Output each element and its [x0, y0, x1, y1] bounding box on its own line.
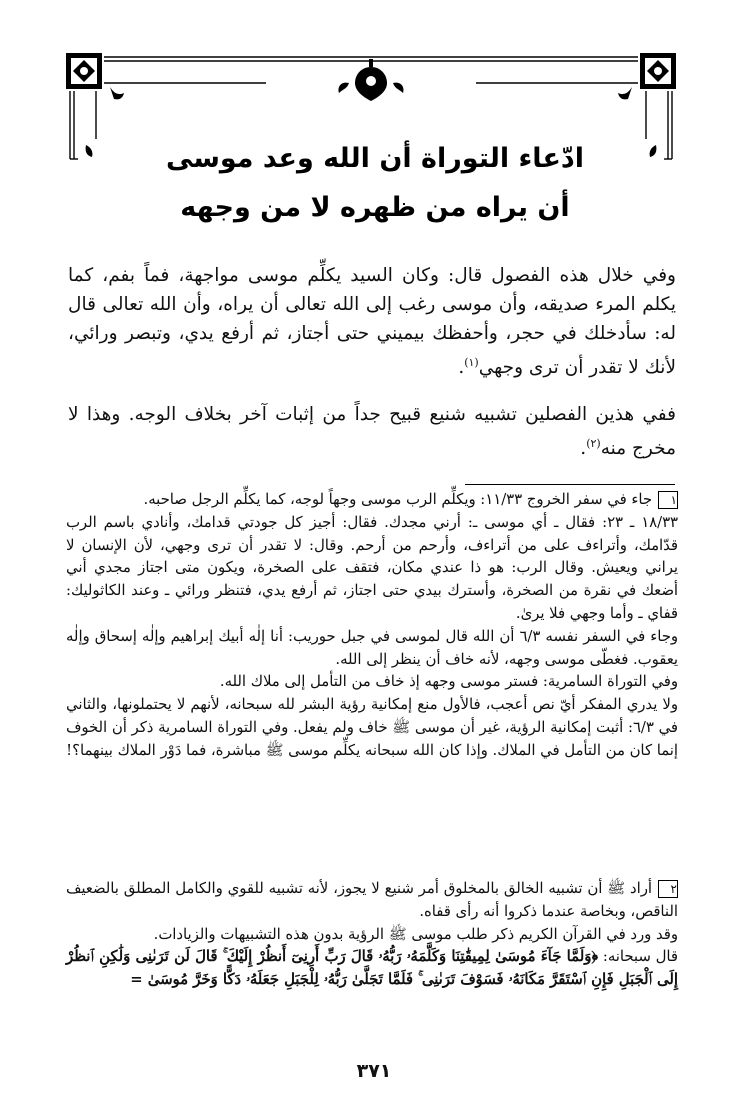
footnote-ref-1[interactable]: (١)	[464, 356, 479, 369]
quran-verse: ﴿وَلَمَّا جَآءَ مُوسَىٰ لِمِيقَٰتِنَا وَكَلَّمَهُۥ رَبُّهُۥ قَالَ رَبِّ أَرِنِىٓ أَنظُرْ إِلَيْكَ ۚ قَالَ لَن تَرَىٰنِى وَلَٰكِنِ ٱنظُرْ إِلَى ٱلْجَبَلِ فَإِنِ ٱسْتَقَرَّ مَكَانَهُۥ فَسَوْفَ تَرَىٰنِى ۚ فَلَمَّا تَجَلَّىٰ رَبُّهُۥ لِلْجَبَلِ جَعَلَهُۥ دَكًّا وَخَرَّ مُوسَىٰ =	[66, 948, 678, 989]
footnote-1	[66, 489, 678, 763]
footnote-text: ولا يدري المفكر أيّ نص أعجب، فالأول منع إمكانية رؤية البشر لله سبحانه، لأنهم لا يحتملونها، والثاني في ٦/٣: أثبت إمكانية الرؤية، غير أن موسى ﷺ خاف ولم يفعل. وفي التوراة السامرية ذكر أن الخوف إنما كان من التأمل في الملاك. وإذا كان الله سبحانه يكلِّم موسى ﷺ مباشرة، فما دَوْر الملاك بينهما؟!	[66, 696, 678, 759]
footnote-separator	[465, 484, 675, 485]
body-paragraph-1: وفي خلال هذه الفصول قال: وكان السيد يكلِّم موسى مواجهة، فماً بفم، كما يكلم المرء صديقه، وأن موسى رغب إلى الله تعالى أن يراه، وأن الله تعالى قال له: سأدخلك في حجر، وأحفظك بيميني حتى أجتاز، ثم أرفع يدي، وتبصر ورائي، لأنك لا تقدر أن ترى وجهي$^{(١)}$.	[68, 265, 676, 379]
footnote-number-1: ١	[658, 491, 678, 509]
footnote-text: جاء في سفر الخروج ١١/٣٣: ويكلِّم الرب موسى وجهاً لوجه، كما يكلِّم الرجل صاحبه.	[143, 491, 652, 508]
footnote-text: قال سبحانه:	[602, 948, 678, 966]
body-paragraph-2: ففي هذين الفصلين تشبيه شنيع قبيح جداً من إثبات آخر بخلاف الوجه. وهذا لا مخرج منه$^{(٢)}$.	[68, 404, 676, 460]
chapter-title-line-1: ادّعاء التوراة أن الله وعد موسى	[166, 143, 584, 174]
footnote-text: وفي التوراة السامرية: فستر موسى وجهه إذ خاف من التأمل إلى ملاك الله.	[219, 673, 678, 691]
chapter-title-line-2: أن يراه من ظهره لا من وجهه	[180, 192, 570, 223]
paragraph-text: ففي هذين الفصلين تشبيه شنيع قبيح جداً من إثبات آخر بخلاف الوجه. وهذا لا مخرج منه	[68, 404, 676, 460]
page-number: ٣٧١	[356, 1060, 392, 1082]
footnote-2	[66, 878, 678, 992]
footnote-text: ١٨/٣٣ ـ ٢٣: فقال ـ أي موسى ـ: أرني مجدك. فقال: أجيز كل جودتي قدامك، وأنادي باسم الرب قدّامك، وأتراءف على من أتراءف، وأرحم من أرحم. وقال: لا تقدر أن ترى وجهي، لأن الإنسان لا يراني ويعيش. وقال الرب: هو ذا عندي مكان، فتقف على الصخرة، ويكون متى اجتاز مجدي أني أضعك في نقرة من الصخرة، وأسترك بيدي حتى اجتاز، ثم أرفع يدي، فتنظر ورائي ـ وعند الكاثوليك: قفاي ـ وأما وجهي فلا يرىٰ.	[66, 513, 678, 622]
paragraph-text: وفي خلال هذه الفصول قال: وكان السيد يكلِّم موسى مواجهة، فماً بفم، كما يكلم المرء صديقه، وأن موسى رغب إلى الله تعالى أن يراه، وأن الله تعالى قال له: سأدخلك في حجر، وأحفظك بيميني حتى أجتاز، ثم أرفع يدي، وتبصر ورائي، لأنك لا تقدر أن ترى وجهي	[68, 265, 676, 379]
footnote-text: وجاء في السفر نفسه ٦/٣ أن الله قال لموسى في جبل حوريب: أنا إلٰه أبيك إبراهيم وإلٰه إسحاق وإلٰه يعقوب. فغطّى موسى وجهه، لأنه خاف أن ينظر إلى الله.	[66, 627, 678, 668]
footnote-number-2: ٢	[658, 880, 678, 898]
footnote-ref-2[interactable]: (٢)	[586, 437, 601, 450]
footnote-text: أراد ﷺ أن تشبيه الخالق بالمخلوق أمر شنيع لا يجوز، لأنه تشبيه للقوي والكامل المطلق بالضعيف الناقص، وبخاصة عندما ذكروا أنه رأى قفاه.	[66, 880, 678, 920]
footnote-text: وقد ورد في القرآن الكريم ذكر طلب موسى ﷺ الرؤية بدون هذه التشبيهات والزيادات.	[153, 925, 678, 943]
